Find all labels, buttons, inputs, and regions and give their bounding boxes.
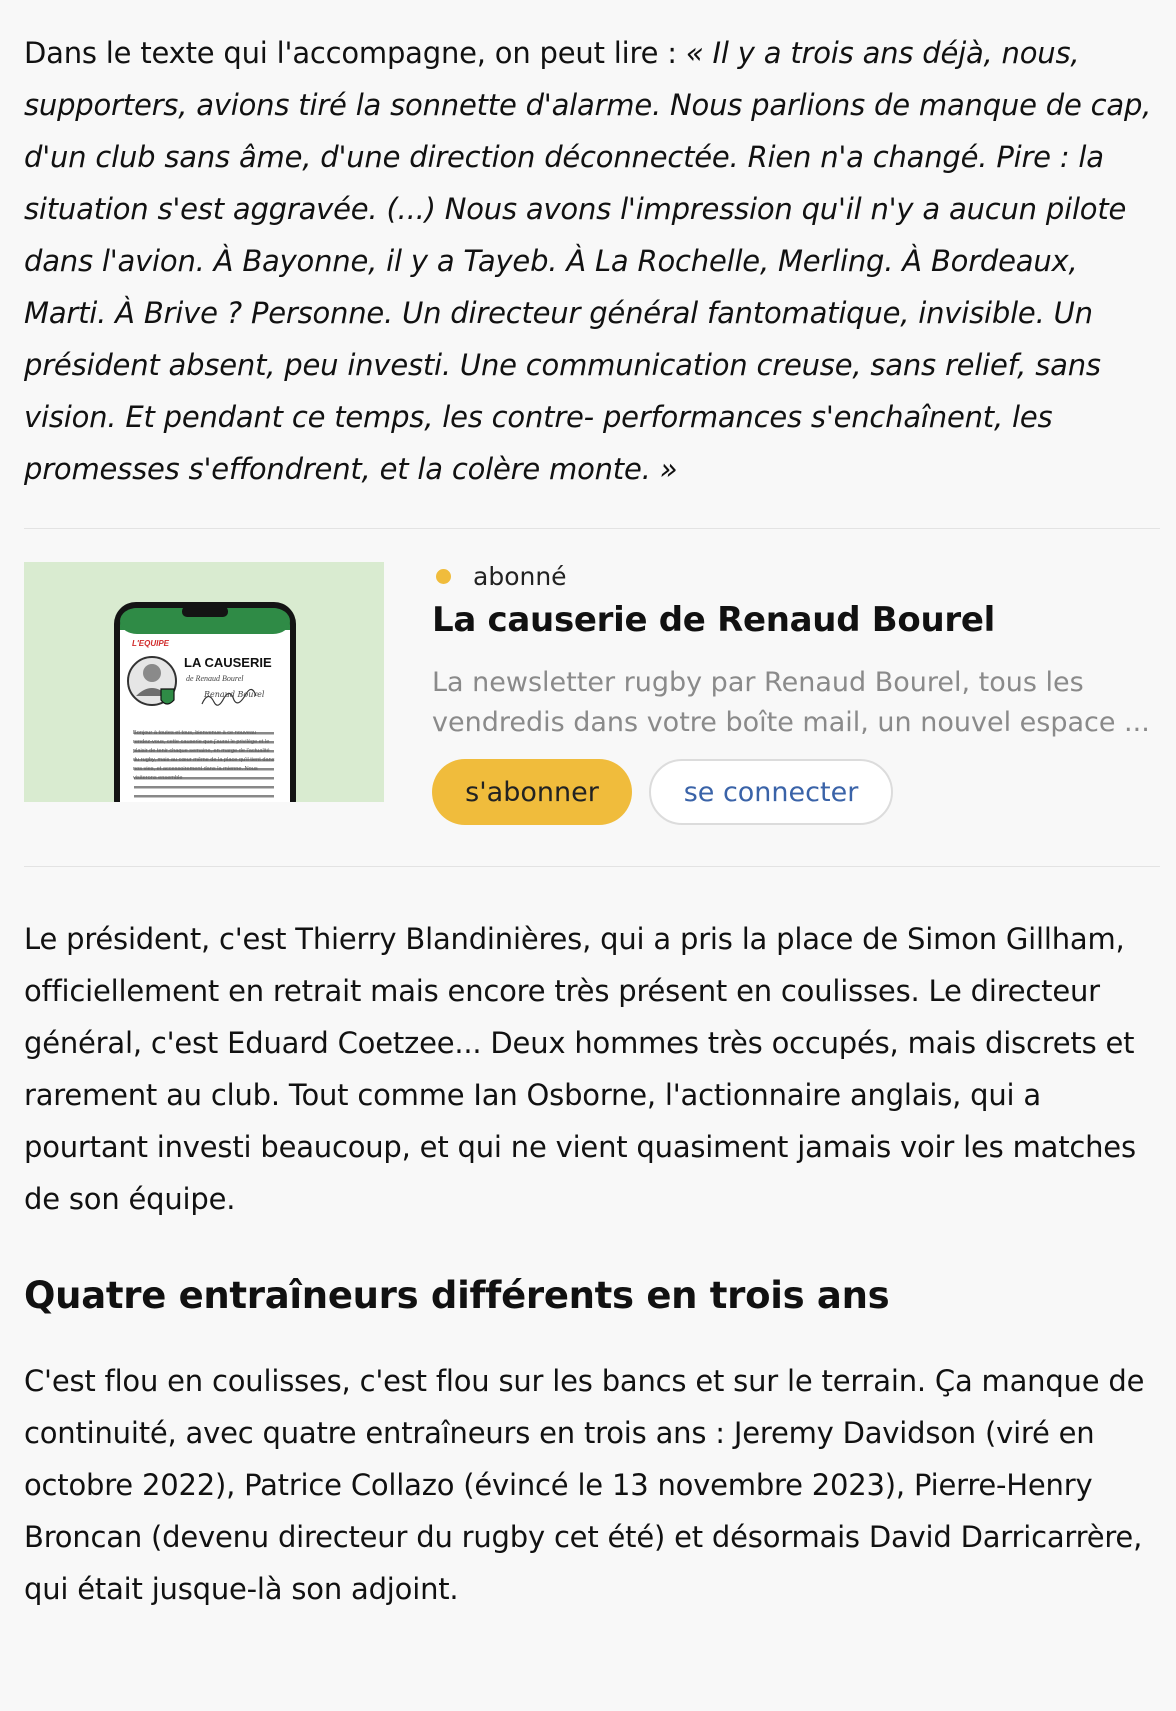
newsletter-description-text: La newsletter rugby par Renaud Bourel, tous les vendredis dans votre boîte mail, un nouvel espace ...: [432, 667, 1150, 738]
coaches-paragraph: C'est flou en coulisses, c'est flou sur les bancs et sur le terrain. Ça manque de continuité, avec quatre entraîneurs en trois ans : Jeremy Davidson (viré en octobre 2022), Patrice Collazo (évincé le 13 novembre 2023), Pierre-Henry Broncan (devenu directeur du rugby cet été) et désormais David Darricarrère, qui était jusque-là son adjoint.: [24, 1364, 1145, 1606]
body-paragraph: Le président, c'est Thierry Blandinières, qui a pris la place de Simon Gillham, officiellement en retrait mais encore très présent en coulisses. Le directeur général, c'est Eduard Coetzee... Deux hommes très occupés, mais discrets et rarement au club. Tout comme Ian Osborne, l'actionnaire anglais, qui a pourtant investi beaucoup, et qui ne vient quasiment jamais voir les matches de son équipe.: [24, 922, 1136, 1216]
newsletter-promo: [24, 529, 1160, 866]
dot-icon: [436, 569, 451, 584]
subscriber-badge: [432, 559, 1160, 593]
newsletter-info: [432, 559, 1160, 825]
section-heading: Quatre entraîneurs différents en trois ans: [24, 1274, 890, 1317]
image-heading: LA CAUSERIE: [184, 655, 272, 670]
login-button[interactable]: se connecter: [649, 759, 893, 825]
badge-label: abonné: [473, 561, 567, 591]
newsletter-image[interactable]: [24, 562, 384, 802]
supporters-quote: « Il y a trois ans déjà, nous, supporters, avions tiré la sonnette d'alarme. Nous parlions de manque de cap, d'un club sans âme, d'une direction déconnectée. Rien n'a changé. Pire : la situation s'est aggravée. (...) Nous avons l'impression qu'il n'y a aucun pilote dans l'avion. À Bayonne, il y a Tayeb. À La Rochelle, Merling. À Bordeaux, Marti. À Brive ? Personne. Un directeur général fantomatique, invisible. Un président absent, peu investi. Une communication creuse, sans relief, sans vision. Et pendant ce temps, les contre- performances s'enchaînent, les promesses s'effondrent, et la colère monte. »: [24, 36, 1152, 486]
intro-lead: Dans le texte qui l'accompagne, on peut lire :: [24, 36, 686, 70]
newsletter-title[interactable]: La causerie de Renaud Bourel: [432, 600, 995, 640]
intro-paragraph: [24, 0, 1160, 495]
image-text: Bonjour à toutes et tous, bienvenue à ce nouveau rendez-vous, cette causerie que j'aurai le privilège et le plaisir de tenir chaque semaine, en marge de l'actualité du rugby, mais au cœur même de la place qu'il tient dans nos vies, et accessoirement dans la mienne. Nous visiterons ensemble: [133, 730, 275, 781]
newsletter-description: [432, 663, 1160, 743]
subscribe-button[interactable]: s'abonner: [432, 759, 632, 825]
image-byline: de Renaud Bourel: [186, 674, 244, 683]
image-brand: L'EQUIPE: [132, 639, 170, 648]
newsletter-actions: [432, 759, 1160, 825]
image-signature: Renaud Bourel: [204, 690, 265, 699]
divider: [24, 866, 1160, 867]
article-content: [24, 0, 1160, 1615]
